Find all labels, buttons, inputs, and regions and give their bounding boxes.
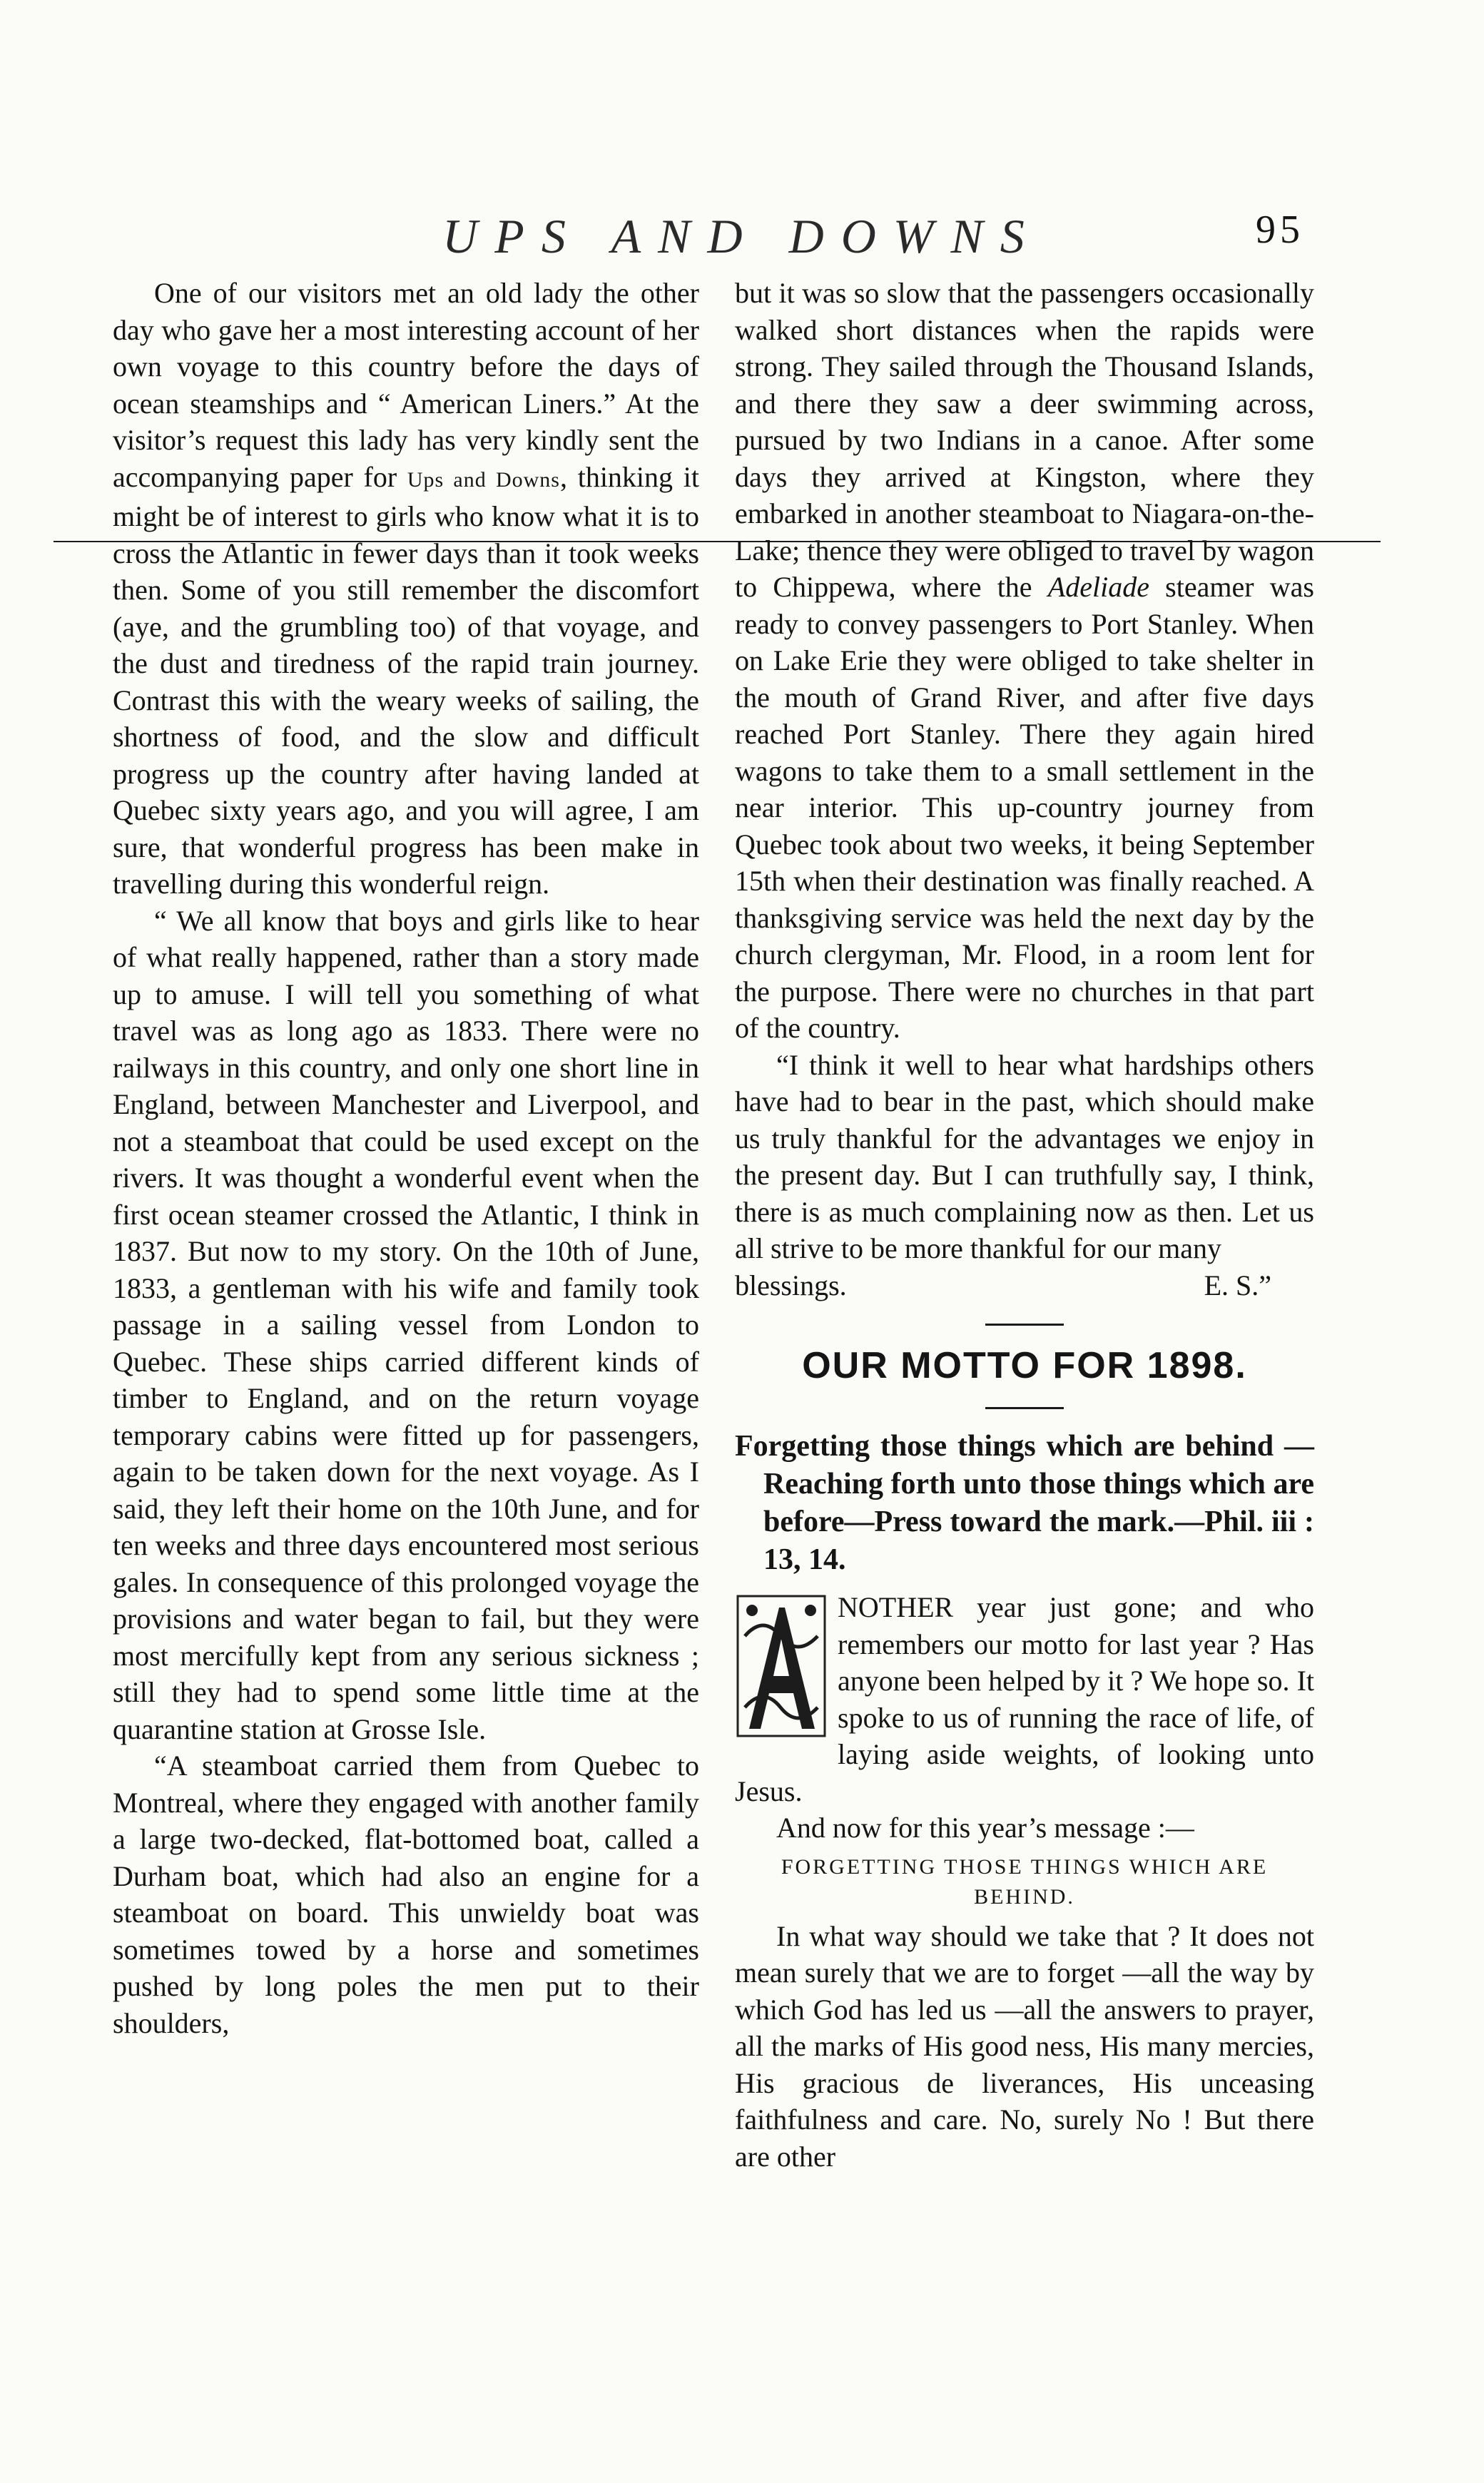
- right-column: [735, 275, 1314, 2175]
- story-paragraph-3: but it was so slow that the passengers occasionally walked short distances when the rapids were strong. They sailed through the Thousand Islands, and there they saw a deer swimming across, pursued by two Indians in a canoe. After some days they arrived at Kingston, where they embarked in another steamboat to Niagara-on-the-Lake; thence they were obliged to travel by wagon to Chippewa, where the Adeliade steamer was ready to convey passengers to Port Stanley. When on Lake Erie they were obliged to take shelter in the mouth of Grand River, and after five days reached Port Stanley. There they again hired wagons to take them to a small settlement in the near interior. This up-country journey from Quebec took about two weeks, it being September 15th when their destination was finally reached. A thanksgiving service was held the next day by the church clergyman, Mr. Flood, in a room lent for the purpose. There were no churches in that part of the country.: [735, 277, 1314, 1044]
- ship-name: Adeliade: [1047, 571, 1149, 603]
- signature: E. S.”: [1204, 1269, 1271, 1301]
- magazine-name: Ups and Downs: [407, 467, 560, 492]
- ornate-letter-a-icon: [735, 1593, 828, 1739]
- page-number: 95: [1256, 208, 1304, 252]
- message-intro: And now for this year’s message :—: [776, 1812, 1194, 1844]
- motto-paragraph: NOTHER year just gone; and who remembers our motto for last year ? Has anyone been helped by it ? We hope so. It spoke to us of running the race of life, of laying aside weights, of looking unto Jesus.: [735, 1591, 1314, 1807]
- story-paragraph-4: “I think it well to hear what hardships others have had to bear in the past, which should make us truly thankful for the advantages we enjoy in the present day. But I can truthfully say, I think, there is as much complaining now as then. Let us all strive to be more thankful for our many: [735, 1048, 1314, 1264]
- intro-paragraph: One of our visitors met an old lady the other day who gave her a most interesting account of her own voyage to this country before the days of ocean steamships and “ American Liners.” At the visitor’s request this lady has very kindly sent the accompanying paper for Ups and Downs, thinking it might be of interest to girls who know what it is to cross the Atlantic in fewer days than it took weeks then. Some of you still remember the discomfort (aye, and the grumbling too) of that voyage, and the dust and tiredness of the rapid train journey. Contrast this with the weary weeks of sailing, the shortness of food, and the slow and difficult progress up the country after having landed at Quebec sixty years ago, and you will agree, I am sure, that wonderful progress has been make in travelling during this wonderful reign.: [113, 277, 699, 900]
- story-paragraph-1: “ We all know that boys and girls like to hear of what really happened, rather than a story made up to amuse. I will tell you something of what travel was as long ago as 1833. There were no railways in this country, and only one short line in England, between Manchester and Liverpool, and not a steamboat that could be used except on the rivers. It was thought a wonderful event when the first ocean steamer crossed the Atlantic, I think in 1837. But now to my story. On the 10th of June, 1833, a gentleman with his wife and family took passage in a sailing vessel from London to Quebec. These ships carried different kinds of timber to England, and on the return voyage temporary cabins were fitted up for passengers, again to be taken down for the next voyage. As I said, they left their home on the 10th June, and for ten weeks and three days encountered most serious gales. In consequence of this prolonged voyage the provisions and water began to fail, but they were most mercifully kept from any serious sickness ; still they had to spend some little time at the quarantine station at Grosse Isle.: [113, 904, 699, 1745]
- decorative-initial-a: [735, 1593, 828, 1739]
- section-divider: [985, 1324, 1064, 1326]
- motto-verse: Forgetting those things which are behind —Reaching forth unto those things which are before—Press toward the mark.—Phil. iii : 13, 14.: [735, 1430, 1314, 1576]
- final-paragraph: In what way should we take that ? It does not mean surely that we are to forget —all the way by which God has led us —all the answers to prayer, all the marks of His good ness, His many mercies, His gracious de liverances, His unceasing faithfulness and care. No, surely No ! But there are other: [735, 1919, 1314, 2173]
- section-divider: [985, 1407, 1064, 1409]
- running-header: UPS AND DOWNS: [442, 209, 1042, 263]
- story-paragraph-2: “A steamboat carried them from Quebec to Montreal, where they engaged with another family a large two-decked, flat-bottomed boat, called a Durham boat, which had also an engine for a steamboat on board. This unwieldy boat was sometimes towed by a horse and sometimes pushed by long poles the men put to their shoulders,: [113, 1750, 699, 2039]
- closing-line: blessings. E. S.”: [735, 1267, 1314, 1304]
- section-subheading: FORGETTING THOSE THINGS WHICH ARE BEHIND.: [781, 1854, 1269, 1909]
- motto-title: OUR MOTTO FOR 1898.: [802, 1345, 1247, 1386]
- left-column: [113, 275, 699, 2041]
